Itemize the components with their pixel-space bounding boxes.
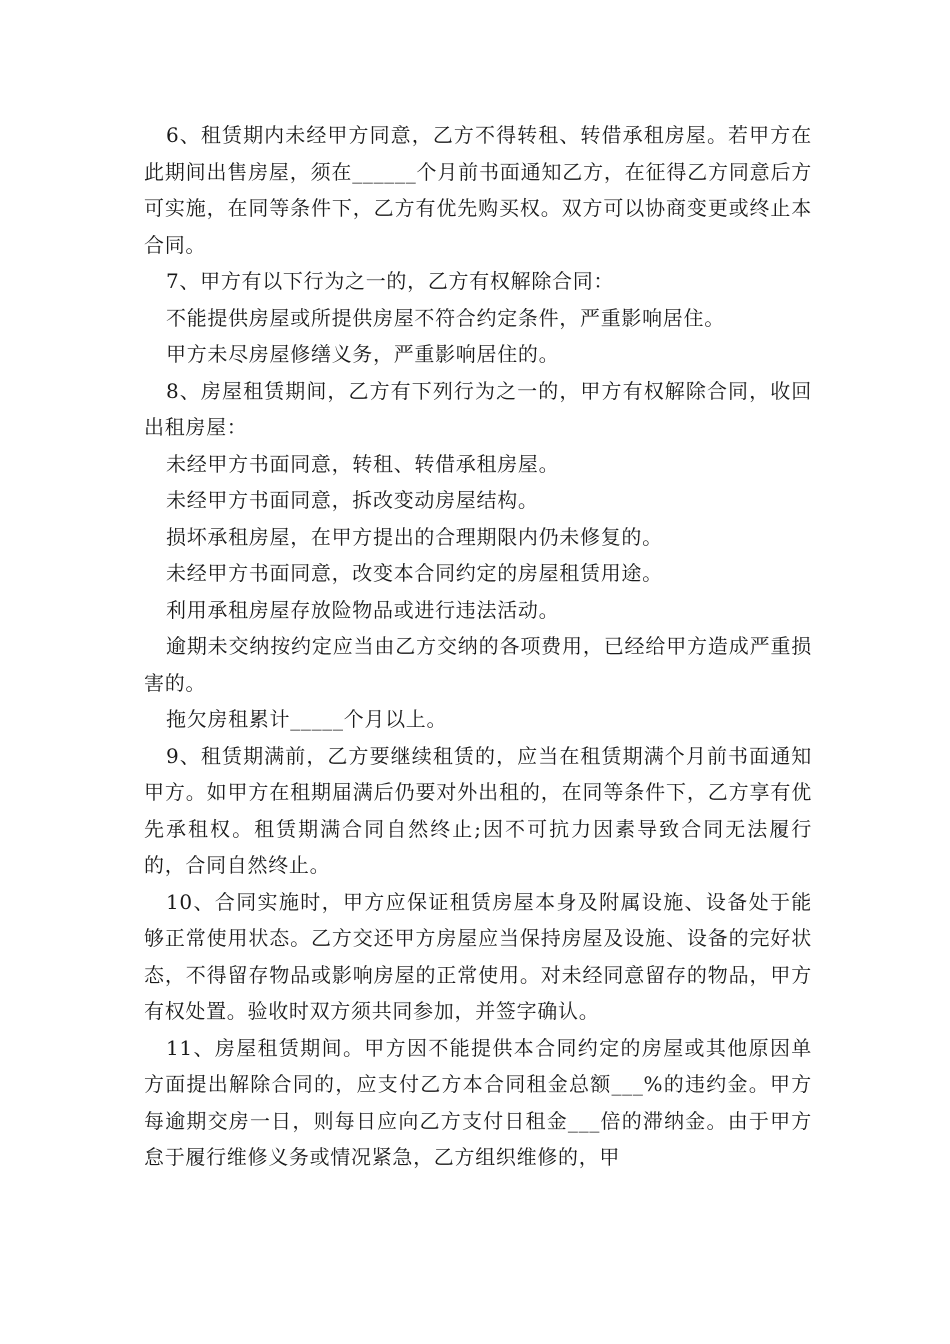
contract-text bbox=[144, 117, 812, 1176]
clause-8-item-7: 拖欠房租累计_____个月以上。 bbox=[166, 707, 448, 731]
clause-8-item-6: 逾期未交纳按约定应当由乙方交纳的各项费用，已经给甲方造成严重损害的。 bbox=[144, 634, 812, 695]
clause-7-item-1: 不能提供房屋或所提供房屋不符合约定条件，严重影响居住。 bbox=[166, 305, 725, 330]
clause-8-item-2: 未经甲方书面同意，拆改变动房屋结构。 bbox=[166, 488, 539, 512]
clause-8-paragraph: 8、房屋租赁期间，乙方有下列行为之一的，甲方有权解除合同，收回出租房屋： bbox=[144, 378, 812, 439]
clause-7-item-2: 甲方未尽房屋修缮义务，严重影响居住的。 bbox=[166, 342, 560, 366]
clause-7-paragraph: 7、甲方有以下行为之一的，乙方有权解除合同： bbox=[166, 269, 615, 293]
clause-6-paragraph: 6、租赁期内未经甲方同意，乙方不得转租、转借承租房屋。若甲方在此期间出售房屋，须在______个月前书面通知乙方，在征得乙方同意后方可实施，在同等条件下，乙方有优先购买权。双方可以协商变更或终止本合同。 bbox=[144, 123, 812, 257]
clause-8-item-1: 未经甲方书面同意，转租、转借承租房屋。 bbox=[166, 451, 560, 476]
clause-8-item-4: 未经甲方书面同意，改变本合同约定的房屋租赁用途。 bbox=[166, 561, 663, 585]
clause-9-paragraph: 9、租赁期满前，乙方要继续租赁的，应当在租赁期满个月前书面通知甲方。如甲方在租期届满后仍要对外出租的，在同等条件下，乙方享有优先承租权。租赁期满合同自然终止;因不可抗力因素导致合同无法履行的，合同自然终止。 bbox=[144, 743, 812, 877]
clause-8-item-3: 损坏承租房屋，在甲方提出的合理期限内仍未修复的。 bbox=[166, 524, 663, 549]
clause-11-paragraph: 11、房屋租赁期间。甲方因不能提供本合同约定的房屋或其他原因单方面提出解除合同的，应支付乙方本合同租金总额___%的违约金。甲方每逾期交房一日，则每日应向乙方支付日租金___倍的滞纳金。由于甲方怠于履行维修义务或情况紧急，乙方组织维修的，甲 bbox=[144, 1035, 812, 1169]
clause-8-item-5: 利用承租房屋存放险物品或进行违法活动。 bbox=[166, 597, 560, 622]
clause-10-paragraph: 10、合同实施时，甲方应保证租赁房屋本身及附属设施、设备处于能够正常使用状态。乙方交还甲方房屋应当保持房屋及设施、设备的完好状态，不得留存物品或影响房屋的正常使用。对未经同意留存的物品，甲方有权处置。验收时双方须共同参加，并签字确认。 bbox=[144, 889, 812, 1023]
